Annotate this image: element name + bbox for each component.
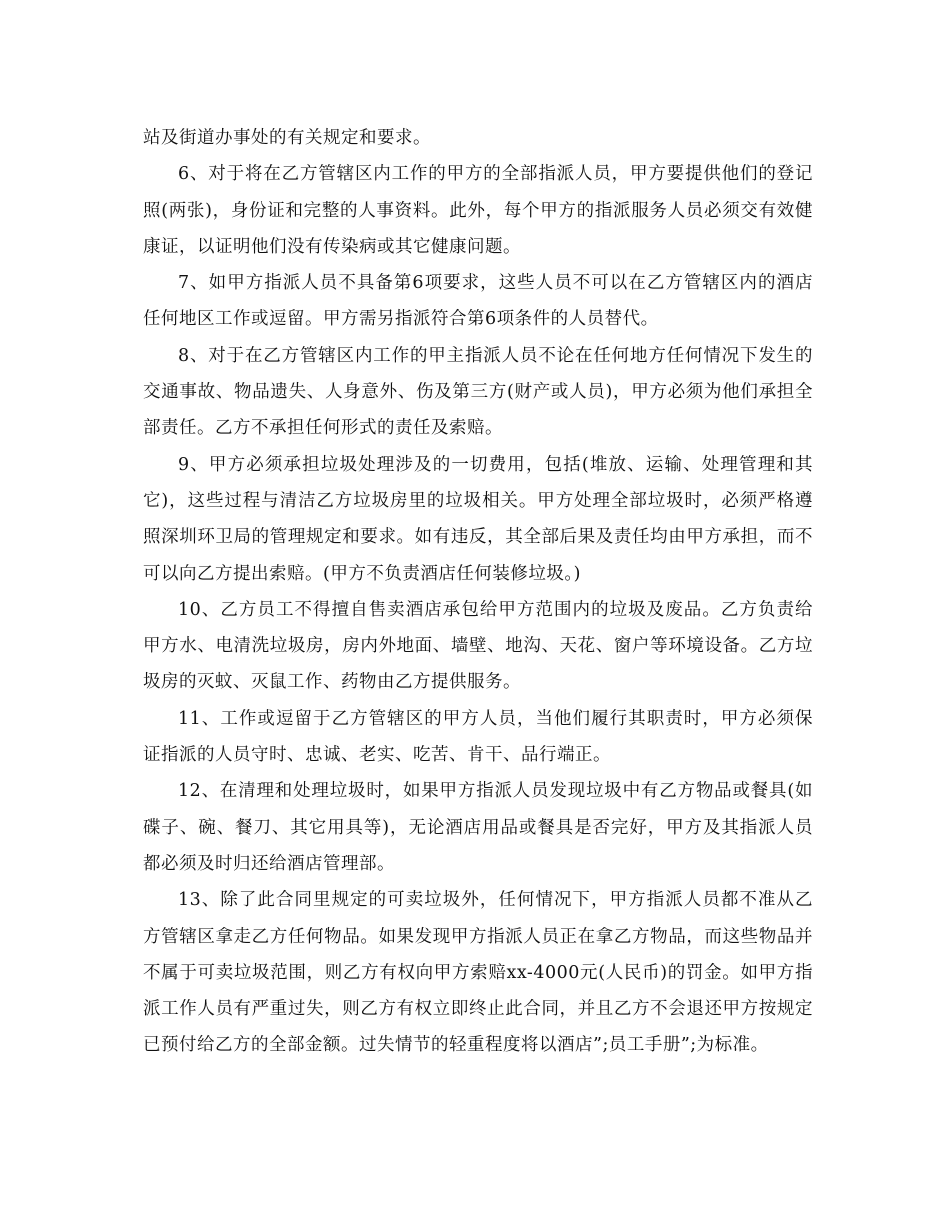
paragraph-clause-11: 11、工作或逗留于乙方管辖区的甲方人员，当他们履行其职责时，甲方必须保证指派的人员守时、忠诚、老实、吃苦、肯干、品行端正。 (143, 708, 813, 766)
paragraph-clause-7: 7、如甲方指派人员不具备第6项要求，这些人员不可以在乙方管辖区内的酒店任何地区工作或逗留。甲方需另指派符合第6项条件的人员替代。 (143, 273, 813, 330)
document-body (143, 120, 813, 1064)
paragraph-clause-12: 12、在清理和处理垃圾时，如果甲方指派人员发现垃圾中有乙方物品或餐具(如碟子、碗、餐刀、其它用具等)，无论酒店用品或餐具是否完好，甲方及其指派人员都必须及时归还给酒店管理部。 (143, 781, 813, 874)
paragraph-clause-6: 6、对于将在乙方管辖区内工作的甲方的全部指派人员，甲方要提供他们的登记照(两张)，身份证和完整的人事资料。此外，每个甲方的指派服务人员必须交有效健康证，以证明他们没有传染病或其它健康问题。 (143, 164, 813, 257)
paragraph-clause-9: 9、甲方必须承担垃圾处理涉及的一切费用，包括(堆放、运输、处理管理和其它)，这些过程与清洁乙方垃圾房里的垃圾相关。甲方处理全部垃圾时，必须严格遵照深圳环卫局的管理规定和要求。如有违反，其全部后果及责任均由甲方承担，而不可以向乙方提出索赔。(甲方不负责酒店任何装修垃圾。) (143, 454, 813, 584)
paragraph-continuation: 站及街道办事处的有关规定和要求。 (143, 128, 431, 148)
paragraph-clause-13: 13、除了此合同里规定的可卖垃圾外，任何情况下，甲方指派人员都不准从乙方管辖区拿走乙方任何物品。如果发现甲方指派人员正在拿乙方物品，而这些物品并不属于可卖垃圾范围，则乙方有权向甲方索赔xx-4000元(人民币)的罚金。如甲方指派工作人员有严重过失，则乙方有权立即终止此合同，并且乙方不会退还甲方按规定已预付给乙方的全部金额。过失情节的轻重程度将以酒店”;员工手册”;为标准。 (143, 890, 813, 1056)
paragraph-clause-8: 8、对于在乙方管辖区内工作的甲主指派人员不论在任何地方任何情况下发生的交通事故、物品遗失、人身意外、伤及第三方(财产或人员)，甲方必须为他们承担全部责任。乙方不承担任何形式的责任及索赔。 (143, 345, 813, 439)
paragraph-clause-10: 10、乙方员工不得擅自售卖酒店承包给甲方范围内的垃圾及废品。乙方负责给甲方水、电清洗垃圾房，房内外地面、墙壁、地沟、天花、窗户等环境设备。乙方垃圾房的灭蚊、灭鼠工作、药物由乙方提供服务。 (143, 599, 813, 693)
